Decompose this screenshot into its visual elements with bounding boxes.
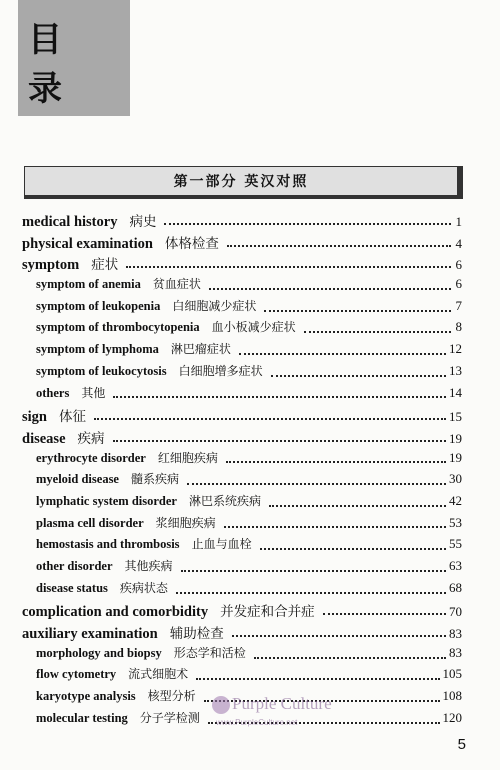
dot-leader xyxy=(260,548,446,550)
toc-entry[interactable] xyxy=(22,557,462,579)
dot-leader xyxy=(304,331,451,333)
dot-leader xyxy=(264,310,451,312)
toc-entry-chinese: 症状 xyxy=(91,257,119,274)
toc-entry[interactable] xyxy=(22,232,462,254)
toc-entry-page: 19 xyxy=(449,449,462,465)
toc-entry-page: 1 xyxy=(455,214,462,229)
toc-entry[interactable] xyxy=(22,427,462,449)
toc-entry-english: symptom of thrombocytopenia xyxy=(36,320,200,335)
toc-entry-english: others xyxy=(36,385,70,400)
toc-entry-chinese: 分子学检测 xyxy=(139,710,200,725)
toc-entry-english: morphology and biopsy xyxy=(36,645,162,660)
toc-entry[interactable] xyxy=(22,579,462,601)
toc-entry-chinese: 白细胞减少症状 xyxy=(172,298,257,313)
toc-entry-page: 8 xyxy=(455,319,462,335)
toc-entry-chinese: 止血与血栓 xyxy=(191,537,252,552)
toc-entry-english: karyotype analysis xyxy=(36,689,136,704)
toc-entry-page: 68 xyxy=(449,579,462,595)
toc-entry-english: lymphatic system disorder xyxy=(36,493,177,508)
dot-leader xyxy=(209,288,451,290)
toc-entry[interactable] xyxy=(22,384,462,406)
dot-leader xyxy=(113,396,446,398)
toc-entry-page: 55 xyxy=(449,536,462,552)
toc-title-block xyxy=(18,0,130,116)
toc-entry[interactable] xyxy=(22,362,462,384)
toc-entry[interactable] xyxy=(22,600,462,622)
toc-entry-english: erythrocyte disorder xyxy=(36,450,146,465)
toc-entry-english: disease xyxy=(22,430,66,447)
toc-entry[interactable] xyxy=(22,210,462,232)
toc-entry-chinese: 血小板减少症状 xyxy=(211,320,296,335)
toc-entry[interactable] xyxy=(22,644,462,666)
toc-entry-page: 6 xyxy=(455,257,462,273)
part-title: 第一部分 英汉对照 xyxy=(173,174,309,190)
toc-entry-chinese: 体格检查 xyxy=(164,235,219,252)
toc-entry-chinese: 病史 xyxy=(129,214,157,230)
toc-entry[interactable] xyxy=(22,253,462,275)
toc-entry-chinese: 白细胞增多症状 xyxy=(178,363,263,378)
toc-entry-english: symptom of lymphoma xyxy=(36,342,159,357)
toc-entry-page: 12 xyxy=(449,341,462,357)
dot-leader xyxy=(239,353,446,355)
toc-entry[interactable] xyxy=(22,340,462,362)
toc-entry-chinese: 辅助检查 xyxy=(169,626,224,643)
toc-entry-chinese: 淋巴瘤症状 xyxy=(170,342,231,357)
toc-entry-english: auxiliary examination xyxy=(22,626,158,643)
toc-entry-chinese: 其他疾病 xyxy=(124,559,173,573)
dot-leader xyxy=(224,526,446,528)
watermark-brand: Purple Culture xyxy=(232,694,332,713)
watermark xyxy=(212,690,352,738)
dot-leader xyxy=(164,223,451,225)
toc-entry-chinese: 流式细胞术 xyxy=(128,667,189,682)
dot-leader xyxy=(271,375,446,377)
toc-entry[interactable] xyxy=(22,275,462,297)
toc-entry[interactable] xyxy=(22,622,462,644)
toc-entry-page: 4 xyxy=(455,235,462,251)
toc-entry[interactable] xyxy=(22,535,462,557)
toc-entry-chinese: 核型分析 xyxy=(147,689,196,704)
toc-entry-page: 42 xyxy=(449,492,462,508)
toc-entry-chinese: 疾病状态 xyxy=(119,580,168,595)
page-number: 5 xyxy=(457,736,466,753)
toc-entry[interactable] xyxy=(22,470,462,492)
toc-entry-english: symptom of leukopenia xyxy=(36,298,161,313)
toc-entry-page: 6 xyxy=(455,276,462,292)
toc-entry[interactable] xyxy=(22,297,462,319)
dot-leader xyxy=(113,440,447,442)
toc-entry[interactable] xyxy=(22,405,462,427)
toc-entry[interactable] xyxy=(22,514,462,536)
watermark-logo-icon xyxy=(212,696,230,714)
toc-entry-page: 108 xyxy=(442,688,462,704)
toc-entry-chinese: 红细胞疾病 xyxy=(157,450,218,465)
toc-entry-chinese: 疾病 xyxy=(77,430,105,447)
toc-entry-english: other disorder xyxy=(36,559,113,573)
toc-entry-english: symptom of leukocytosis xyxy=(36,363,167,378)
toc-entry[interactable] xyxy=(22,665,462,687)
toc-entry-english: symptom of anemia xyxy=(36,277,141,292)
toc-entry-english: myeloid disease xyxy=(36,472,119,487)
toc-entry-chinese: 并发症和合并症 xyxy=(220,604,315,621)
dot-leader xyxy=(227,245,451,247)
dot-leader xyxy=(254,657,446,659)
page-title: 目 录 xyxy=(28,20,76,109)
toc-entry-english: molecular testing xyxy=(36,710,128,725)
toc-entry-page: 105 xyxy=(442,666,462,682)
toc-entry-page: 19 xyxy=(449,430,462,446)
toc-entry-english: hemostasis and thrombosis xyxy=(36,537,180,552)
dot-leader xyxy=(232,635,446,637)
dot-leader xyxy=(94,418,446,420)
toc-entry[interactable] xyxy=(22,449,462,471)
toc-entry-english: medical history xyxy=(22,214,118,230)
toc-entry-chinese: 髓系疾病 xyxy=(130,472,179,487)
toc-entry-chinese: 浆细胞疾病 xyxy=(155,515,216,530)
toc-entry-chinese: 其他 xyxy=(81,385,106,400)
toc-entry-chinese: 贫血症状 xyxy=(152,277,201,292)
dot-leader xyxy=(323,613,446,615)
dot-leader xyxy=(226,461,446,463)
part-banner xyxy=(24,166,463,199)
toc-entry-page: 7 xyxy=(455,297,462,313)
dot-leader xyxy=(196,678,439,680)
toc-entry-page: 53 xyxy=(449,514,462,530)
toc-entry-page: 13 xyxy=(449,362,462,378)
watermark-url: www.PurpleCulture.net xyxy=(216,718,298,727)
dot-leader xyxy=(126,266,451,268)
toc-entry-english: symptom xyxy=(22,257,80,274)
toc-entry-chinese: 淋巴系统疾病 xyxy=(188,493,261,508)
toc-entry-page: 83 xyxy=(449,644,462,660)
toc-entry-page: 63 xyxy=(449,558,462,573)
toc-entry-english: flow cytometry xyxy=(36,667,117,682)
toc-entry[interactable] xyxy=(22,492,462,514)
dot-leader xyxy=(176,592,446,594)
dot-leader xyxy=(269,505,446,507)
toc-entry-english: complication and comorbidity xyxy=(22,604,209,621)
toc-entry-page: 70 xyxy=(449,604,462,620)
toc-entry-chinese: 形态学和活检 xyxy=(173,645,246,660)
toc-entry-page: 15 xyxy=(449,409,462,425)
toc-entry-page: 14 xyxy=(449,384,462,400)
toc-entry-english: disease status xyxy=(36,580,108,595)
toc-entry-chinese: 体征 xyxy=(59,409,86,426)
toc-entry-english: physical examination xyxy=(22,235,153,252)
toc-entry-english: sign xyxy=(22,409,47,426)
toc-entry-english: plasma cell disorder xyxy=(36,515,144,530)
toc-entry-page: 120 xyxy=(442,709,462,725)
toc-entry-page: 83 xyxy=(449,626,462,642)
toc-entry-page: 30 xyxy=(449,471,462,487)
toc-entry[interactable] xyxy=(22,318,462,340)
dot-leader xyxy=(187,483,446,485)
table-of-contents xyxy=(22,210,462,731)
dot-leader xyxy=(181,570,446,572)
